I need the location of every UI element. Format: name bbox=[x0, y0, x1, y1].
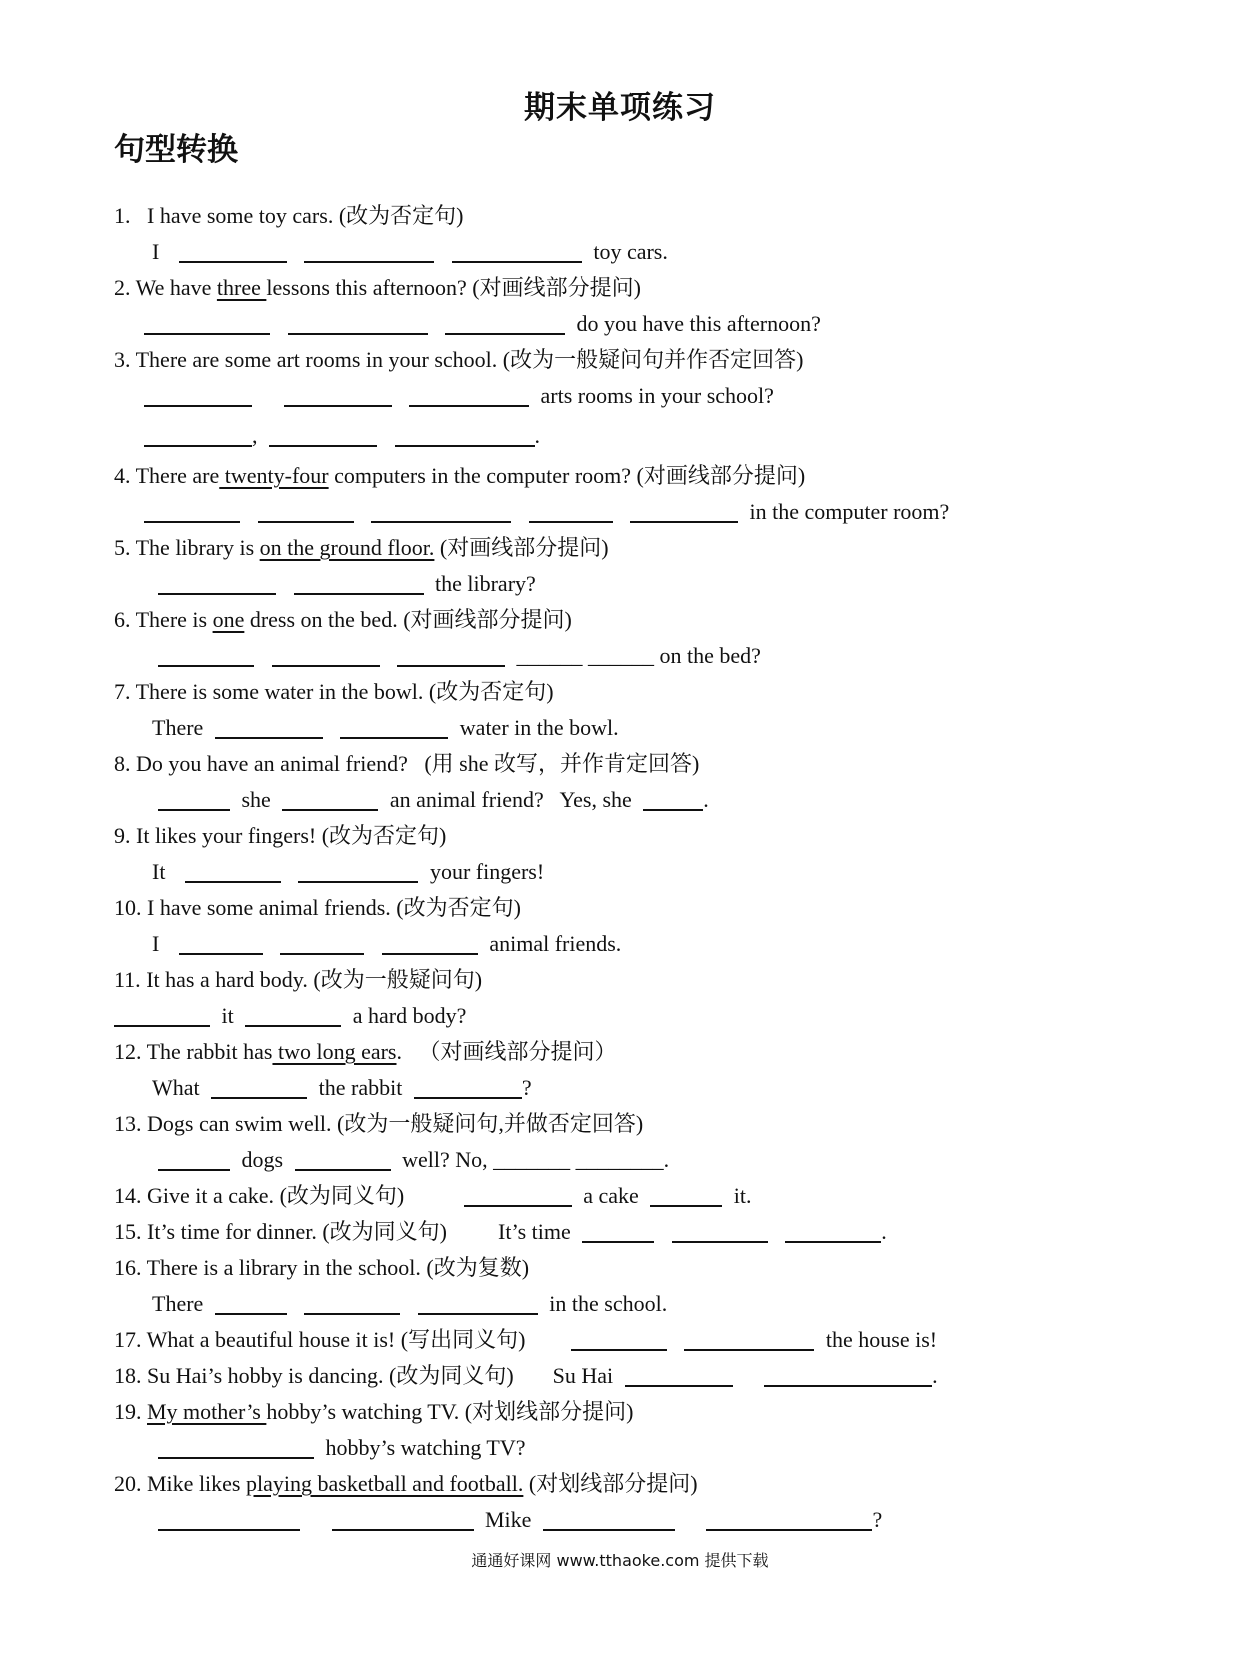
answer-blank[interactable] bbox=[280, 929, 364, 955]
answer-2: do you have this afternoon? bbox=[114, 306, 1154, 342]
question-18: 18. Su Hai’s hobby is dancing. (改为同义句) Su Hai . bbox=[114, 1363, 938, 1388]
exercise-list bbox=[114, 198, 1154, 1538]
question-14: 14. Give it a cake. (改为同义句) a cake it. bbox=[114, 1183, 752, 1208]
answer-blank[interactable] bbox=[414, 1073, 522, 1099]
answer-blank[interactable] bbox=[114, 1001, 210, 1027]
answer-16: There in the school. bbox=[152, 1291, 668, 1316]
answer-blank[interactable] bbox=[269, 421, 377, 447]
question-11: 11. It has a hard body. (改为一般疑问句) bbox=[114, 967, 483, 992]
question-4: 4. There are twenty-four computers in the computer room? (对画线部分提问) bbox=[114, 463, 806, 488]
answer-blank[interactable] bbox=[452, 237, 582, 263]
answer-blank[interactable] bbox=[582, 1217, 654, 1243]
answer-13: dogs well? No, _______ ________. bbox=[114, 1142, 1154, 1178]
answer-blank[interactable] bbox=[340, 713, 448, 739]
answer-blank[interactable] bbox=[298, 857, 418, 883]
answer-5: the library? bbox=[114, 566, 1154, 602]
answer-blank[interactable] bbox=[672, 1217, 768, 1243]
answer-blank[interactable] bbox=[643, 785, 703, 811]
answer-blank[interactable] bbox=[144, 309, 270, 335]
answer-blank[interactable] bbox=[304, 237, 434, 263]
answer-blank[interactable] bbox=[630, 497, 738, 523]
answer-8: she an animal friend? Yes, she . bbox=[114, 782, 1154, 818]
answer-10: I animal friends. bbox=[152, 931, 622, 956]
answer-blank[interactable] bbox=[294, 569, 424, 595]
answer-blank[interactable] bbox=[571, 1325, 667, 1351]
answer-blank[interactable] bbox=[371, 497, 511, 523]
answer-1: I toy cars. bbox=[152, 239, 668, 264]
answer-blank[interactable] bbox=[764, 1361, 932, 1387]
answer-12: What the rabbit ? bbox=[152, 1075, 532, 1100]
answer-7: There water in the bowl. bbox=[152, 715, 619, 740]
section-heading: 句型转换 bbox=[114, 132, 238, 168]
answer-blank[interactable] bbox=[245, 1001, 341, 1027]
answer-blank[interactable] bbox=[144, 497, 240, 523]
answer-blank[interactable] bbox=[395, 421, 535, 447]
answer-blank[interactable] bbox=[382, 929, 478, 955]
answer-blank[interactable] bbox=[445, 309, 565, 335]
answer-11: it a hard body? bbox=[114, 998, 1154, 1034]
answer-blank[interactable] bbox=[543, 1505, 675, 1531]
question-10: 10. I have some animal friends. (改为否定句) bbox=[114, 895, 521, 920]
answer-blank[interactable] bbox=[282, 785, 378, 811]
footer-source: 通通好课网 www.tthaoke.com 提供下载 bbox=[471, 1551, 769, 1570]
question-15: 15. It’s time for dinner. (改为同义句) It’s time . bbox=[114, 1219, 887, 1244]
question-1: 1. I have some toy cars. (改为否定句) bbox=[114, 203, 464, 228]
question-5: 5. The library is on the ground floor. (对画线部分提问) bbox=[114, 535, 609, 560]
answer-blank[interactable] bbox=[288, 309, 428, 335]
answer-blank[interactable] bbox=[144, 421, 252, 447]
answer-6: ______ ______ on the bed? bbox=[114, 638, 1154, 674]
question-12: 12. The rabbit has two long ears. （对画线部分提问） bbox=[114, 1039, 617, 1064]
answer-blank[interactable] bbox=[706, 1505, 872, 1531]
answer-blank[interactable] bbox=[179, 237, 287, 263]
answer-blank[interactable] bbox=[215, 713, 323, 739]
answer-3a: arts rooms in your school? bbox=[114, 378, 1154, 418]
answer-blank[interactable] bbox=[332, 1505, 474, 1531]
answer-blank[interactable] bbox=[158, 569, 276, 595]
question-9: 9. It likes your fingers! (改为否定句) bbox=[114, 823, 447, 848]
question-16: 16. There is a library in the school. (改为复数) bbox=[114, 1255, 530, 1280]
question-7: 7. There is some water in the bowl. (改为否定句) bbox=[114, 679, 554, 704]
answer-blank[interactable] bbox=[158, 1145, 230, 1171]
answer-blank[interactable] bbox=[211, 1073, 307, 1099]
answer-blank[interactable] bbox=[258, 497, 354, 523]
answer-blank[interactable] bbox=[650, 1181, 722, 1207]
answer-blank[interactable] bbox=[625, 1361, 733, 1387]
question-20: 20. Mike likes playing basketball and football. (对划线部分提问) bbox=[114, 1471, 698, 1496]
answer-blank[interactable] bbox=[158, 1433, 314, 1459]
answer-19: hobby’s watching TV? bbox=[114, 1430, 1154, 1466]
answer-blank[interactable] bbox=[304, 1289, 400, 1315]
answer-blank[interactable] bbox=[215, 1289, 287, 1315]
question-3: 3. There are some art rooms in your school. (改为一般疑问句并作否定回答) bbox=[114, 347, 804, 372]
question-17: 17. What a beautiful house it is! (写出同义句) the house is! bbox=[114, 1327, 938, 1352]
answer-blank[interactable] bbox=[158, 785, 230, 811]
answer-20: Mike ? bbox=[114, 1502, 1154, 1538]
answer-blank[interactable] bbox=[418, 1289, 538, 1315]
answer-4: in the computer room? bbox=[114, 494, 1154, 530]
answer-blank[interactable] bbox=[397, 641, 505, 667]
answer-blank[interactable] bbox=[179, 929, 263, 955]
question-19: 19. My mother’s hobby’s watching TV. (对划线部分提问) bbox=[114, 1399, 634, 1424]
question-6: 6. There is one dress on the bed. (对画线部分提问) bbox=[114, 607, 572, 632]
answer-blank[interactable] bbox=[284, 381, 392, 407]
question-2: 2. We have three lessons this afternoon? (对画线部分提问) bbox=[114, 275, 641, 300]
answer-blank[interactable] bbox=[409, 381, 529, 407]
page-title: 期末单项练习 bbox=[524, 90, 716, 126]
question-13: 13. Dogs can swim well. (改为一般疑问句,并做否定回答) bbox=[114, 1111, 644, 1136]
question-8: 8. Do you have an animal friend? (用 she 改写，并作肯定回答) bbox=[114, 751, 700, 776]
answer-blank[interactable] bbox=[464, 1181, 572, 1207]
answer-blank[interactable] bbox=[785, 1217, 881, 1243]
answer-blank[interactable] bbox=[185, 857, 281, 883]
answer-blank[interactable] bbox=[684, 1325, 814, 1351]
answer-blank[interactable] bbox=[529, 497, 613, 523]
answer-blank[interactable] bbox=[295, 1145, 391, 1171]
answer-3b: , . bbox=[114, 418, 1154, 458]
answer-blank[interactable] bbox=[272, 641, 380, 667]
answer-blank[interactable] bbox=[144, 381, 252, 407]
answer-blank[interactable] bbox=[158, 1505, 300, 1531]
answer-9: It your fingers! bbox=[152, 859, 545, 884]
answer-blank[interactable] bbox=[158, 641, 254, 667]
